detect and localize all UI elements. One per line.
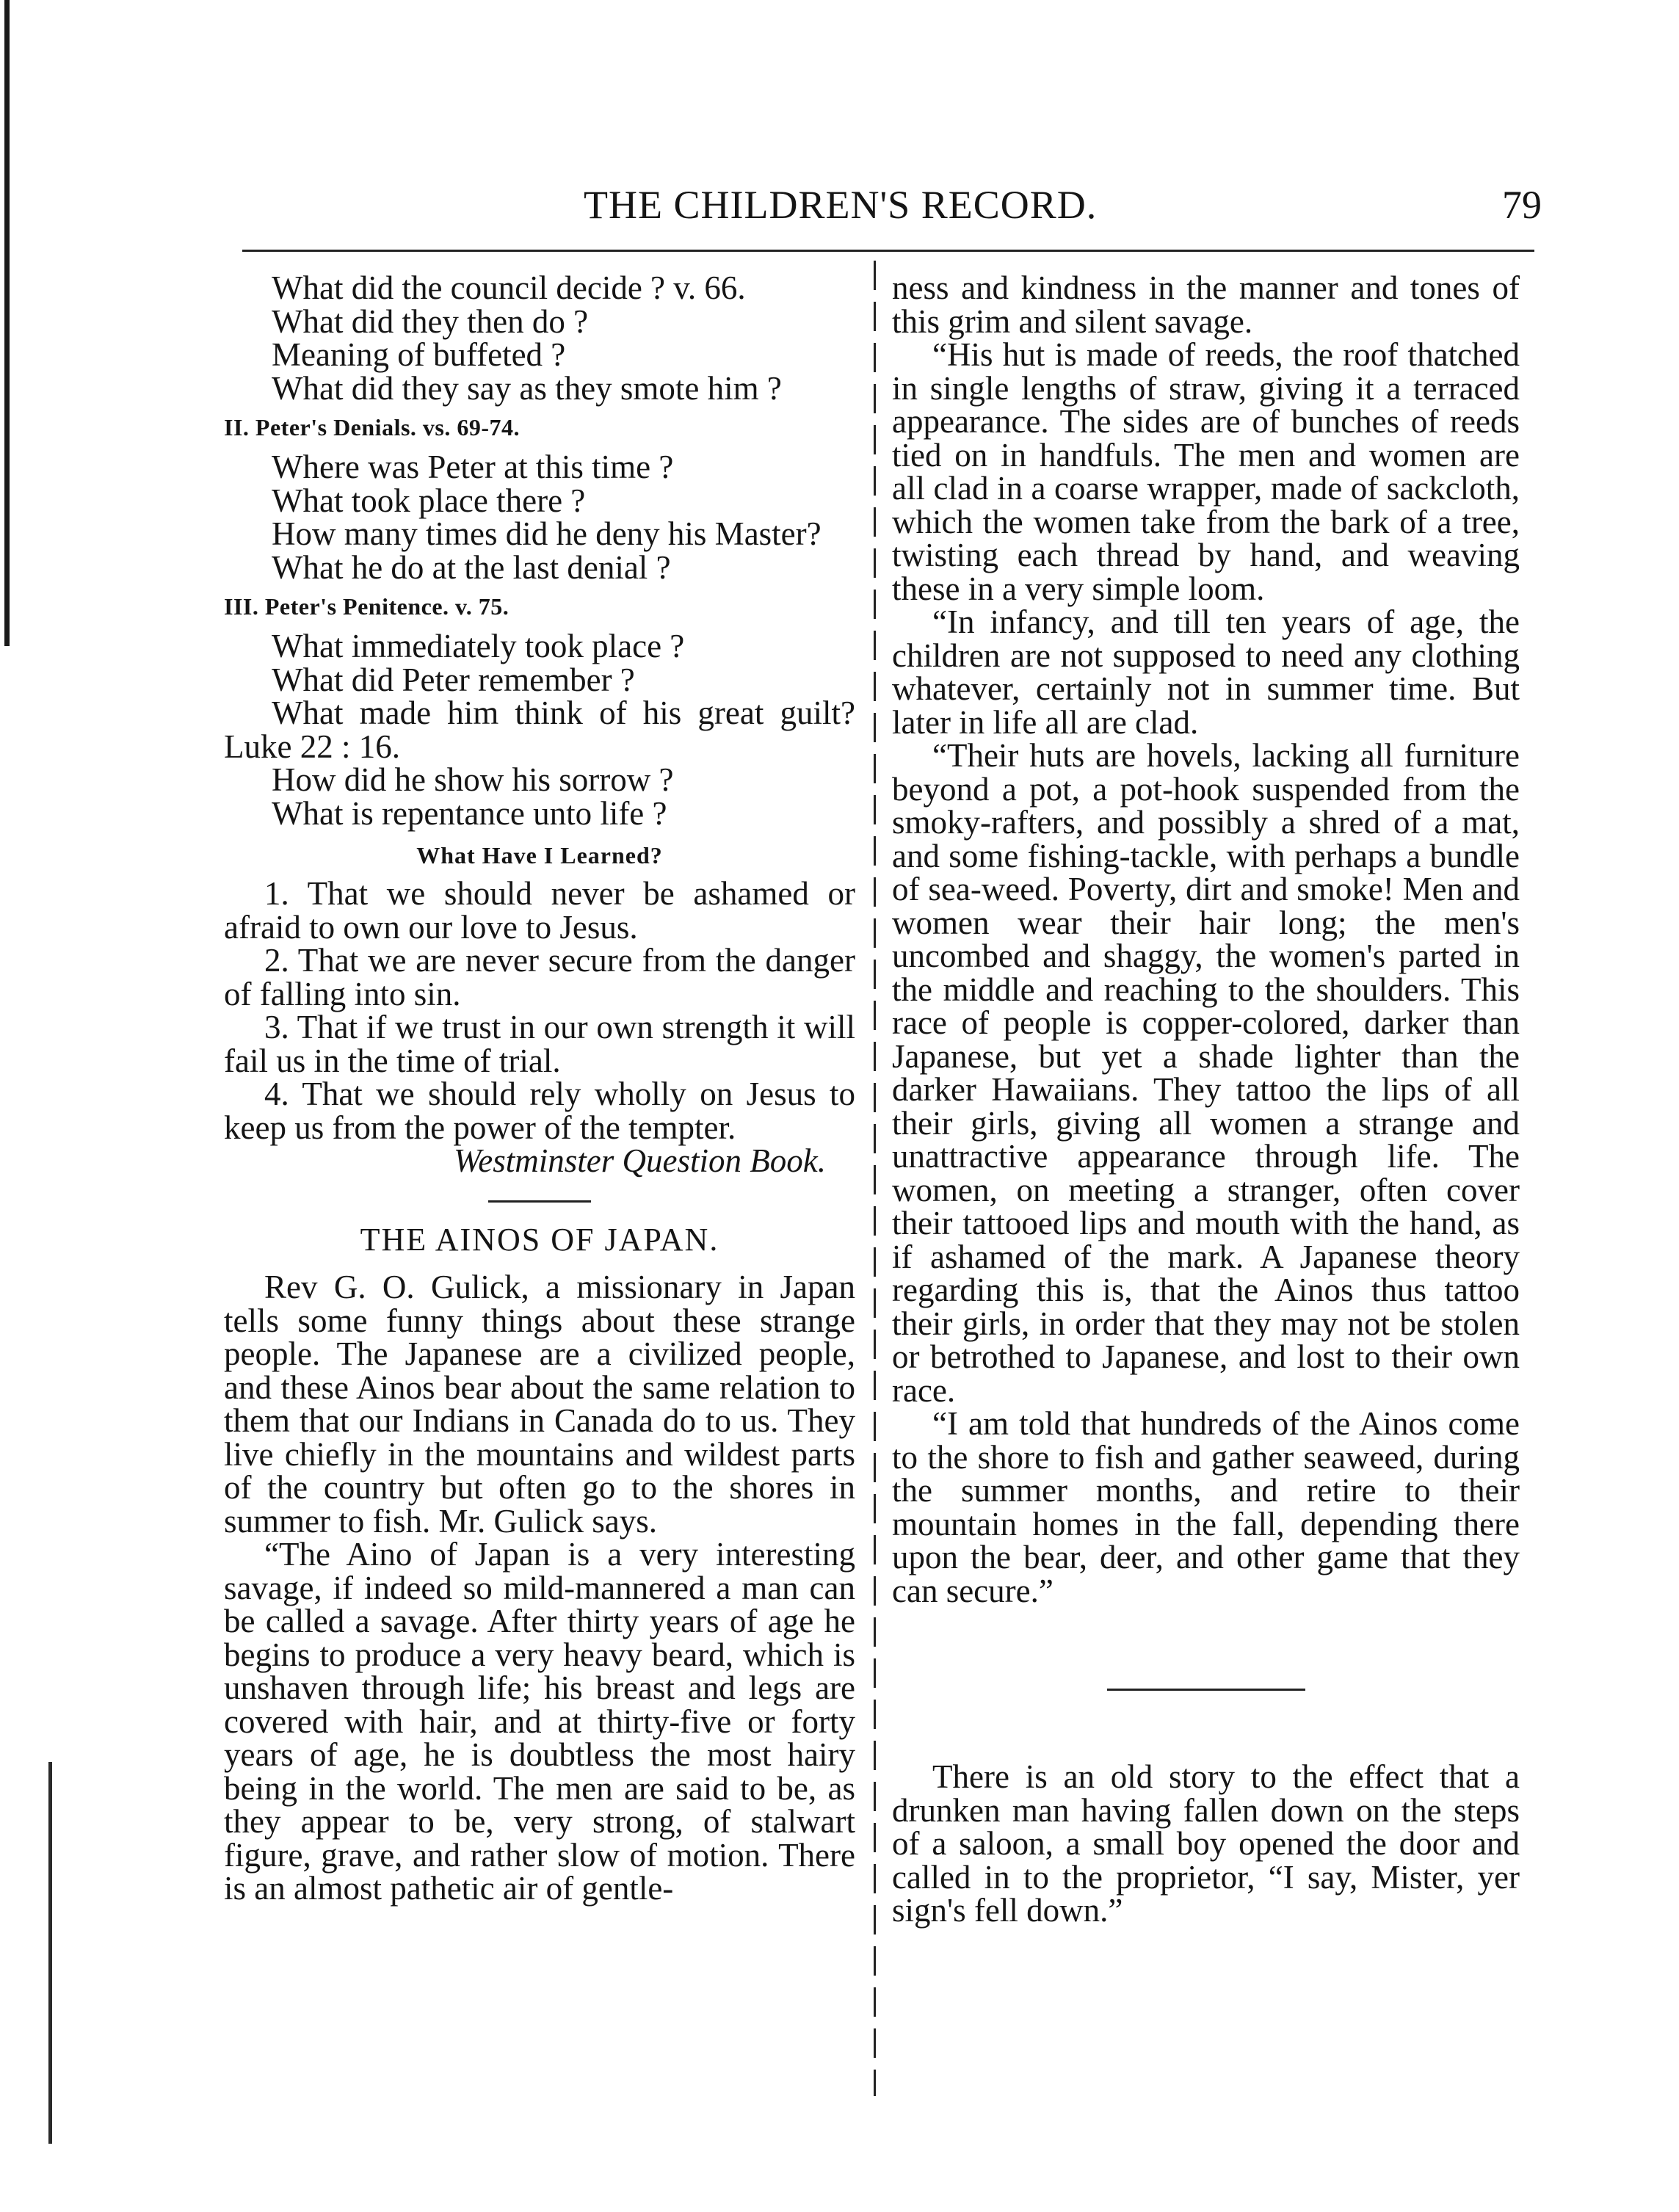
attribution: Westminster Question Book. — [453, 1142, 826, 1179]
question-line: What made him think of his great guilt? Luke 22 : 16. — [224, 695, 855, 765]
margin-rule-lower — [48, 1762, 52, 2144]
question-line: How did he show his sorrow ? — [272, 761, 674, 798]
margin-rule — [4, 0, 10, 646]
left-column — [224, 269, 855, 1907]
question-line: Where was Peter at this time ? — [272, 449, 674, 485]
article-paragraph: “In infancy, and till ten years of age, the children are not supposed to need any clothing whatever, certainly not in summer time. But later in life all are clad. — [892, 603, 1520, 741]
section-heading-penitence: III. Peter's Penitence. v. 75. — [224, 593, 509, 620]
article-paragraph: “The Aino of Japan is a very interesting savage, if indeed so mild-mannered a man can be called a savage. After thirty years of age he begins to produce a very heavy beard, which is unshaven through life; his breast and legs are covered with hair, and at thirty-five or forty years of age, he is doubtless the most hairy being in the world. The men are said to be, as they appear to be, very strong, of stalwart figure, grave, and rather slow of motion. There is an almost pathetic air of gentle- — [224, 1536, 855, 1907]
question-line: What did they say as they smote him ? — [272, 369, 782, 407]
right-column — [892, 269, 1520, 1929]
question-line: What is repentance unto life ? — [272, 794, 667, 832]
lesson-point: 3. That if we trust in our own strength it will fail us in the time of trial. — [224, 1009, 855, 1079]
article-paragraph: ness and kindness in the manner and tones of this grim and silent savage. — [892, 269, 1520, 340]
lesson-point: 1. That we should never be ashamed or afraid to own our love to Jesus. — [224, 875, 855, 946]
question-line: What did the council decide ? v. 66. — [272, 269, 746, 306]
page-header — [220, 182, 1542, 241]
question-line: What he do at the last denial ? — [272, 548, 671, 586]
running-title: THE CHILDREN'S RECORD. — [584, 183, 1098, 227]
learned-heading: What Have I Learned? — [416, 842, 663, 869]
question-line: What did Peter remember ? — [272, 661, 635, 698]
question-line: Meaning of buffeted ? — [272, 336, 566, 373]
section-separator — [1107, 1689, 1305, 1691]
lesson-point: 4. That we should rely wholly on Jesus to keep us from the power of the tempter. — [224, 1076, 855, 1146]
page-number: 79 — [1502, 183, 1542, 227]
section-heading-denials: II. Peter's Denials. vs. 69-74. — [224, 414, 521, 440]
section-separator — [488, 1200, 591, 1203]
question-line: What immediately took place ? — [272, 628, 685, 664]
column-divider — [874, 261, 876, 2096]
lesson-point: 2. That we are never secure from the danger of falling into sin. — [224, 942, 855, 1012]
article-title: THE AINOS OF JAPAN. — [360, 1221, 719, 1258]
article-paragraph: “I am told that hundreds of the Ainos come to the shore to fish and gather seaweed, during the summer months, and retire to their mountain homes in the fall, depending there upon the bear, deer, and other game that they can secure.” — [892, 1405, 1520, 1609]
anecdote-paragraph: There is an old story to the effect that a drunken man having fallen down on the steps of a saloon, a small boy opened the door and called in to the proprietor, “I say, Mister, yer sign's fell down.” — [892, 1758, 1520, 1929]
header-rule — [242, 250, 1534, 252]
article-paragraph: Rev G. O. Gulick, a missionary in Japan tells some funny things about these strange people. The Japanese are a civilized people, and these Ainos bear about the same relation to them that our Indians in Canada do to us. They live chiefly in the mountains and wildest parts of the country but often go to the shores in summer to fish. Mr. Gulick says. — [224, 1269, 855, 1540]
article-paragraph: “His hut is made of reeds, the roof thatched in single lengths of straw, giving it a terraced appearance. The sides are of bunches of reeds tied on in handfuls. The men and women are all clad in a coarse wrapper, made of sackcloth, which the women take from the bark of a tree, twisting each thread by hand, and weaving these in a very simple loom. — [892, 336, 1520, 607]
question-line: What took place there ? — [272, 482, 586, 519]
question-line: How many times did he deny his Master? — [272, 515, 822, 552]
article-paragraph: “Their huts are hovels, lacking all furniture beyond a pot, a pot-hook suspended from the smoky-rafters, and possibly a shred of a mat, and some fishing-tackle, with perhaps a bundle of sea-weed. Poverty, dirt and smoke! Men and women wear their hair long; the men's uncombed and shaggy, the women's parted in the middle and reaching to the shoulders. This race of people is copper-colored, darker than Japanese, but yet a shade lighter than the darker Hawaiians. They tattoo the lips of all their girls, giving all women a strange and unattractive appearance through life. The women, on meeting a stranger, often cover their tattooed lips and mouth with the hand, as if ashamed of the mark. A Japanese theory regarding this is, that the Ainos thus tattoo their girls, in order that they may not be stolen or betrothed to Japanese, and lost to their own race. — [892, 737, 1520, 1409]
question-line: What did they then do ? — [272, 302, 589, 340]
